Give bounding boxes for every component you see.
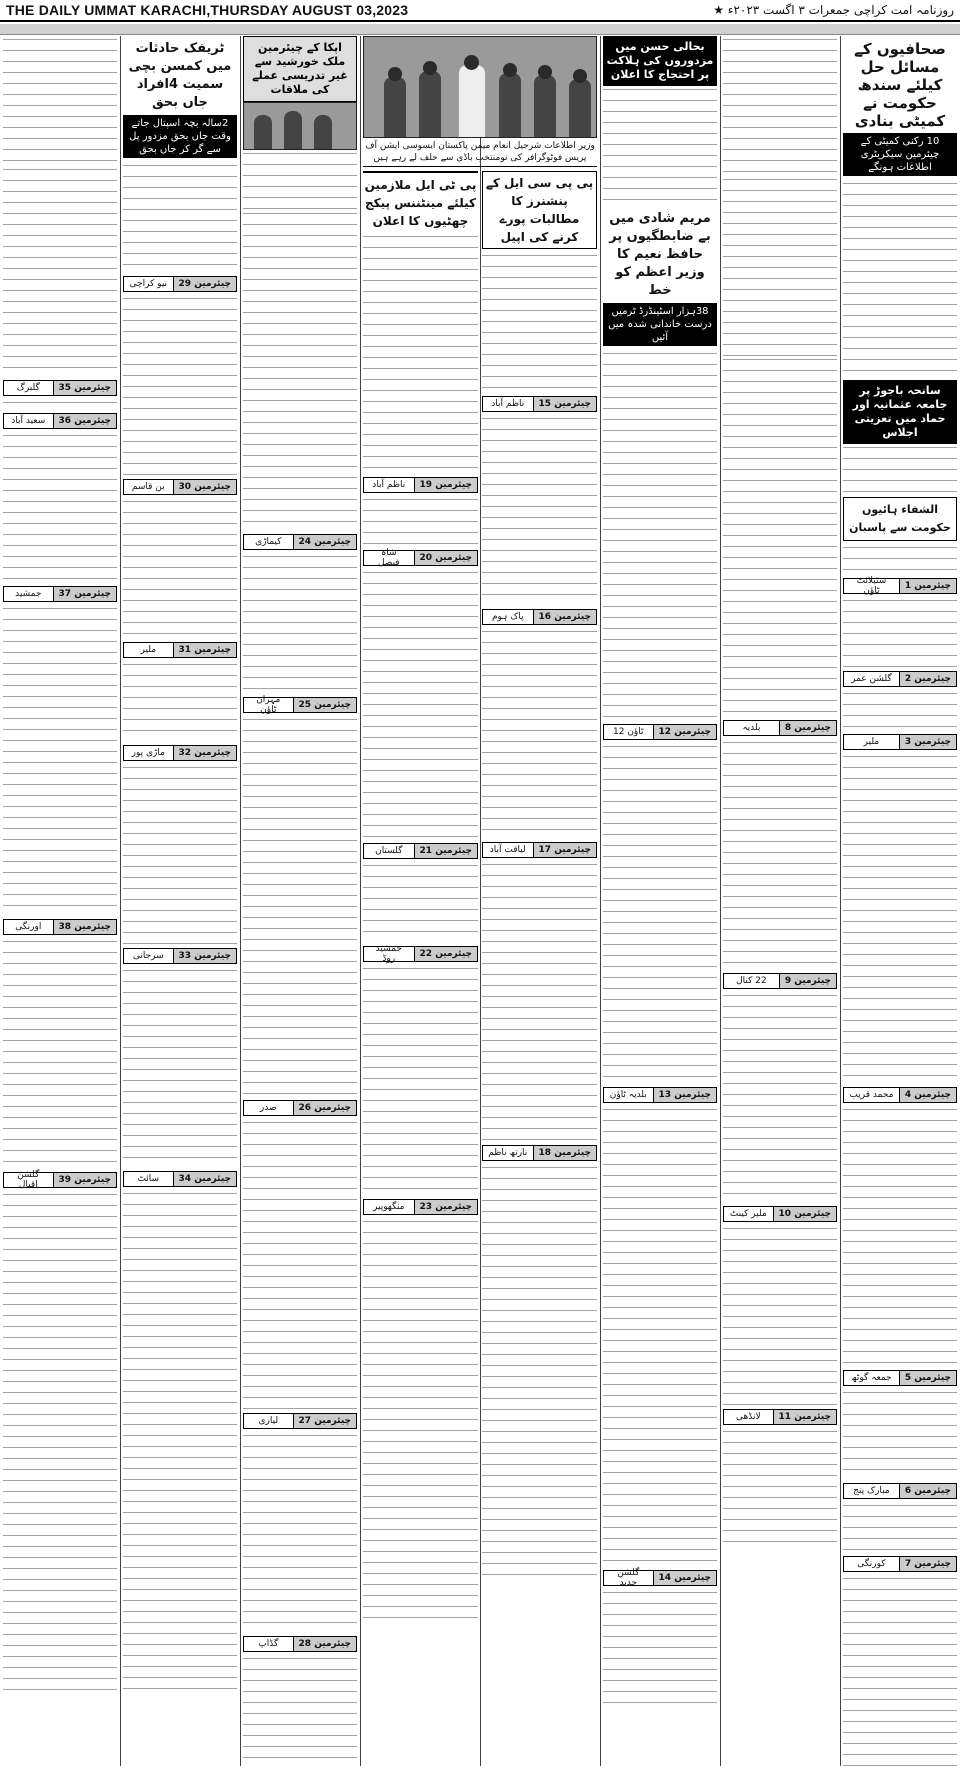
photo-meeting bbox=[243, 102, 357, 150]
subhead-traffic: 2سالہ بچہ اسپتال جاتے وقت جاں بحق مزدور پل سے گر کر جاں بحق bbox=[123, 115, 237, 158]
article-text bbox=[843, 1106, 957, 1366]
article-text bbox=[123, 498, 237, 638]
section-bar: چیئرمین 38 اورنگی bbox=[3, 919, 117, 935]
subhead-hafiz-naeem: 38ہزار اسٹینڈرڈ ٹرمیں درست خاندانی شدہ میں آئیں bbox=[603, 303, 717, 346]
section-bar: چیئرمین 37 جمشید bbox=[3, 586, 117, 602]
section-bar: چیئرمین 14 گلشن حدید bbox=[603, 1570, 717, 1586]
article-text bbox=[363, 862, 478, 942]
article-text bbox=[723, 1428, 837, 1548]
photo-caption: وزیر اطلاعات شرجیل انعام میمن پاکستان ایسوسی ایشن آف پریس فوٹوگرافر کی نومنتخب باڈی سے حلف لے رہے ہیں bbox=[363, 138, 597, 167]
article-text bbox=[3, 432, 117, 582]
article-text bbox=[243, 150, 357, 210]
article-text bbox=[123, 295, 237, 475]
section-bar: چیئرمین 12 ٹاؤن 12 bbox=[603, 724, 717, 740]
section-bar: چیئرمین 17 لیاقت آباد bbox=[482, 842, 597, 858]
article-text bbox=[3, 399, 117, 409]
section-bar: چیئرمین 23 منگھوپیر bbox=[363, 1199, 478, 1215]
urdu-dateline: ★ روزنامہ امت کراچی جمعرات ۳ اگست ۲۰۲۳ء bbox=[713, 3, 954, 17]
section-bar: چیئرمین 30 بن قاسم bbox=[123, 479, 237, 495]
section-bar: چیئرمین 8 بلدیہ bbox=[723, 720, 837, 736]
article-text bbox=[723, 36, 837, 176]
section-bar: چیئرمین 5 جمعہ گوٹھ bbox=[843, 1370, 957, 1386]
section-bar: چیئرمین 32 ماڑی پور bbox=[123, 745, 237, 761]
article-text bbox=[243, 1119, 357, 1409]
section-bar: چیئرمین 26 صدر bbox=[243, 1100, 357, 1116]
section-bar: چیئرمین 15 ناظم آباد bbox=[482, 396, 597, 412]
section-bar: چیئرمین 29 نیو کراچی bbox=[123, 276, 237, 292]
section-bar: چیئرمین 1 سٹیلائٹ ٹاؤن bbox=[843, 578, 957, 594]
section-bar: چیئرمین 3 ملیر bbox=[843, 734, 957, 750]
newspaper-title: THE DAILY UMMAT KARACHI,THURSDAY AUGUST 03,2023 bbox=[6, 2, 409, 18]
column-1 bbox=[0, 36, 120, 1766]
article-text bbox=[243, 1432, 357, 1632]
column-2 bbox=[120, 36, 240, 1766]
article-text bbox=[723, 739, 837, 969]
article-text bbox=[482, 861, 597, 1141]
article-text bbox=[3, 166, 117, 376]
box-bajaur: سانحہ باجوڑ پر جامعہ عثمانیہ اور حماد میں تعزیتی اجلاس bbox=[843, 380, 957, 444]
headline-traffic: ٹریفک حادثات میں کمسن بچی سمیت 4افراد جاں بحق bbox=[128, 41, 232, 110]
article-text bbox=[843, 180, 957, 380]
section-bar: چیئرمین 10 ملیر کینٹ bbox=[723, 1206, 837, 1222]
article-text bbox=[243, 716, 357, 1096]
headline-ptcl: پی ٹی ایل ملازمین کیلئے مینٹننس پیکج چھٹیوں کا اعلان bbox=[363, 171, 478, 230]
article-text bbox=[3, 36, 117, 166]
section-bar: چیئرمین 6 مبارک پنج bbox=[843, 1483, 957, 1499]
section-bar: چیئرمین 13 بلدیہ ٹاؤن bbox=[603, 1087, 717, 1103]
section-bar: چیئرمین 9 22 کنال bbox=[723, 973, 837, 989]
article-text bbox=[123, 1190, 237, 1690]
box-pasban: الشفاء ہائیوں حکومت سے پاسبان bbox=[843, 497, 957, 541]
headline-pensioners: پی پی سی ایل کے پنشنرز کا مطالبات پورے کرنے کی اپیل bbox=[482, 171, 597, 249]
article-text bbox=[603, 1589, 717, 1709]
article-text bbox=[482, 628, 597, 838]
article-text bbox=[363, 569, 478, 839]
article-text bbox=[482, 415, 597, 605]
article-text bbox=[3, 938, 117, 1168]
masthead bbox=[0, 0, 960, 22]
article-text bbox=[843, 444, 957, 494]
article-text bbox=[843, 753, 957, 1083]
section-bar: چیئرمین 7 کورنگی bbox=[843, 1556, 957, 1572]
headline-apca: اپکا کے چیئرمین ملک خورشید سے غیر تدریسی عملے کی ملاقات bbox=[243, 36, 357, 102]
article-text bbox=[843, 1575, 957, 1766]
section-bar: چیئرمین 28 گڈاپ bbox=[243, 1636, 357, 1652]
article-text bbox=[843, 544, 957, 574]
section-bar: چیئرمین 16 پاک ہوم bbox=[482, 609, 597, 625]
section-bar: چیئرمین 25 مہران ٹاؤن bbox=[243, 697, 357, 713]
article-text bbox=[603, 1106, 717, 1566]
article-text bbox=[123, 661, 237, 741]
article-text bbox=[482, 252, 597, 392]
article-text bbox=[123, 162, 237, 272]
article-text bbox=[243, 210, 357, 530]
page-mark-icon: ★ bbox=[713, 3, 724, 17]
section-bar: چیئرمین 35 گلبرگ bbox=[3, 380, 117, 396]
section-bar: چیئرمین 33 سرجانی bbox=[123, 948, 237, 964]
article-text bbox=[123, 967, 237, 1167]
section-bar: چیئرمین 18 نارتھ ناظم bbox=[482, 1145, 597, 1161]
section-bar: چیئرمین 24 کیماڑی bbox=[243, 534, 357, 550]
section-bar: چیئرمین 4 محمد قریب bbox=[843, 1087, 957, 1103]
article-text bbox=[843, 1502, 957, 1552]
column-4-5 bbox=[360, 36, 600, 1766]
article-text bbox=[363, 1218, 478, 1618]
article-text bbox=[243, 553, 357, 693]
article-text bbox=[123, 764, 237, 944]
section-bar: چیئرمین 31 ملیر bbox=[123, 642, 237, 658]
section-bar: چیئرمین 19 ناظم آباد bbox=[363, 477, 478, 493]
article-text bbox=[482, 1164, 597, 1584]
article-text bbox=[603, 350, 717, 720]
subhead-committee: 10 رکنی کمیٹی کے چیئرمین سیکریٹری اطلاعات ہونگے bbox=[843, 133, 957, 176]
section-bar: چیئرمین 34 سائٹ bbox=[123, 1171, 237, 1187]
article-text bbox=[603, 86, 717, 206]
headline-committee: صحافیوں کے مسائل حل کیلئے سندھ حکومت نے کمیٹی بنادی bbox=[854, 40, 946, 130]
section-bar: چیئرمین 2 گلشن عمر bbox=[843, 671, 957, 687]
column-6 bbox=[600, 36, 720, 1766]
header-rule bbox=[0, 24, 960, 35]
article-text bbox=[363, 965, 478, 1195]
section-bar: چیئرمین 20 شاہ فیصل bbox=[363, 550, 478, 566]
article-text bbox=[843, 690, 957, 730]
section-bar: چیئرمین 36 سعید آباد bbox=[3, 413, 117, 429]
headline-protest: بحالی حسن میں مزدوروں کی ہلاکت پر احتجاج کا اعلان bbox=[603, 36, 717, 86]
article-text bbox=[723, 176, 837, 356]
article-text bbox=[723, 992, 837, 1202]
article-text bbox=[363, 496, 478, 546]
article-text bbox=[843, 1389, 957, 1479]
article-text bbox=[243, 1655, 357, 1766]
article-text bbox=[843, 597, 957, 667]
article-text bbox=[3, 605, 117, 915]
article-text bbox=[723, 356, 837, 716]
section-bar: چیئرمین 22 جمشید روڈ bbox=[363, 946, 478, 962]
article-text bbox=[3, 1191, 117, 1691]
article-text bbox=[723, 1225, 837, 1405]
photo-oath-taking bbox=[363, 36, 597, 138]
column-3 bbox=[240, 36, 360, 1766]
section-bar: چیئرمین 11 لانڈھی bbox=[723, 1409, 837, 1425]
column-8 bbox=[840, 36, 960, 1766]
article-text bbox=[603, 743, 717, 1083]
section-bar: چیئرمین 21 گلستان bbox=[363, 843, 478, 859]
headline-hafiz-naeem: مریم شادی میں بے ضابطگیوں پر حافظ نعیم کا وزیر اعظم کو خط bbox=[609, 211, 711, 298]
section-bar: چیئرمین 39 گلشن اقبال bbox=[3, 1172, 117, 1188]
article-text bbox=[363, 233, 478, 473]
section-bar: چیئرمین 27 لیاری bbox=[243, 1413, 357, 1429]
column-7 bbox=[720, 36, 840, 1766]
